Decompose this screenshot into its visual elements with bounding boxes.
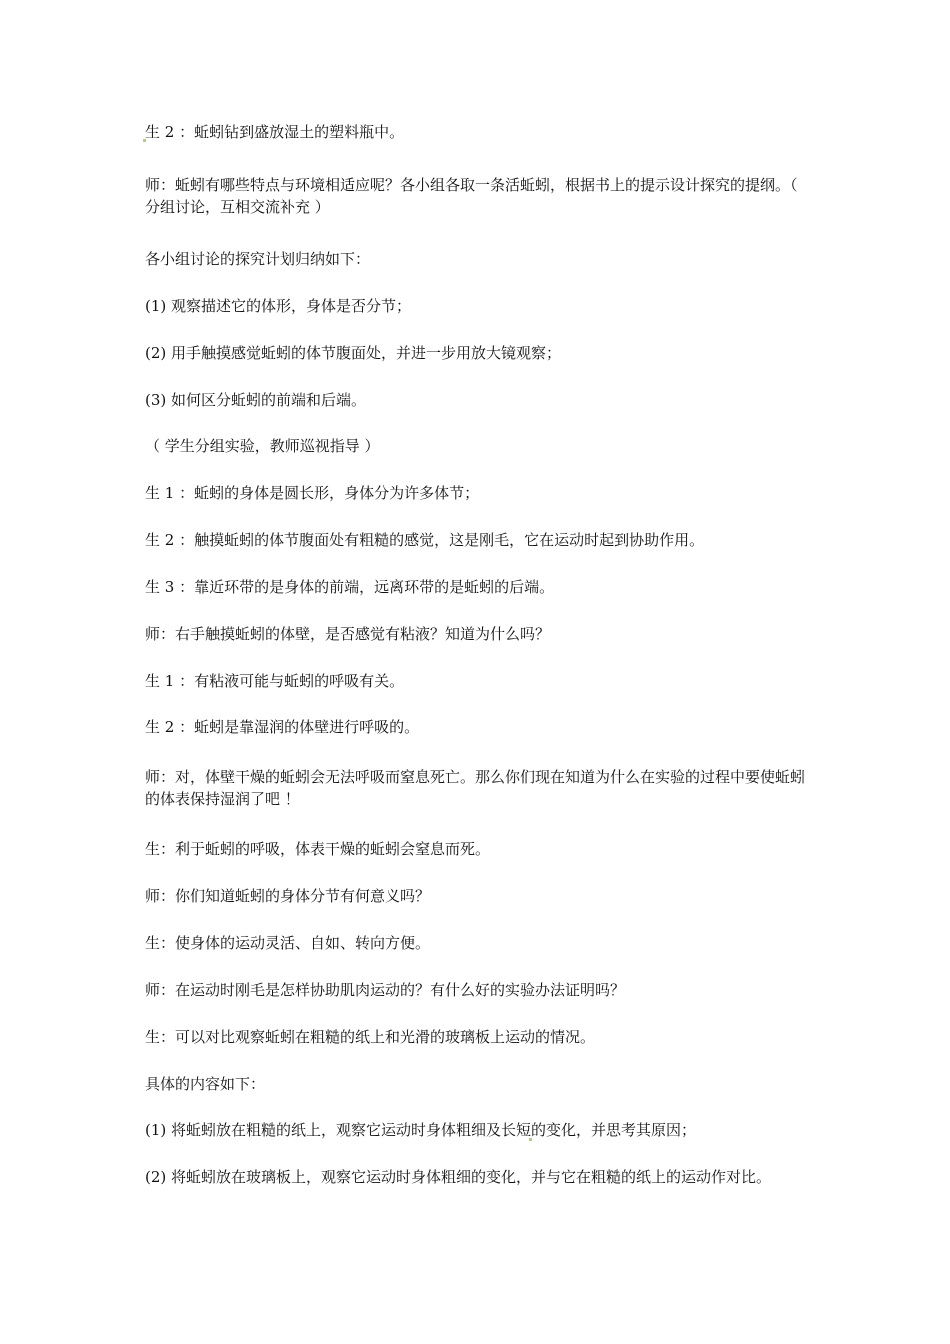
paragraph-14: 师：对，体壁干燥的蚯蚓会无法呼吸而窒息死亡。那么你们现在知道为什么在实验的过程中要使蚯蚓的体表保持湿润了吧 ！ <box>145 768 806 808</box>
paragraph-7: （ 学生分组实验，教师巡视指导 ） <box>145 437 380 455</box>
paragraph-22: (2) 将蚯蚓放在玻璃板上，观察它运动时身体粗细的变化，并与它在粗糙的纸上的运动作对比。 <box>145 1168 772 1186</box>
paragraph-10: 生 3 ：靠近环带的是身体的前端，远离环带的是蚯蚓的后端。 <box>145 578 555 596</box>
paragraph-17: 生：使身体的运动灵活、自如、转向方便。 <box>145 934 431 952</box>
paragraph-9: 生 2 ：触摸蚯蚓的体节腹面处有粗糙的感觉，这是刚毛，它在运动时起到协助作用。 <box>145 531 705 549</box>
paragraph-19: 生：可以对比观察蚯蚓在粗糙的纸上和光滑的玻璃板上运动的情况。 <box>145 1028 596 1046</box>
paragraph-13: 生 2 ：蚯蚓是靠湿润的体壁进行呼吸的。 <box>145 718 420 736</box>
paragraph-11: 师：右手触摸蚯蚓的体壁，是否感觉有粘液？知道为什么吗？ <box>145 625 551 643</box>
paragraph-21: (1) 将蚯蚓放在粗糙的纸上，观察它运动时身体粗细及长短的变化，并思考其原因； <box>145 1121 697 1139</box>
paragraph-1: 生 2 ：蚯蚓钻到盛放湿土的塑料瓶中。 <box>145 123 405 141</box>
paragraph-15: 生：利于蚯蚓的呼吸，体表干燥的蚯蚓会窒息而死。 <box>145 840 491 858</box>
paragraph-8: 生 1 ：蚯蚓的身体是圆长形，身体分为许多体节； <box>145 484 480 502</box>
paragraph-5: (2) 用手触摸感觉蚯蚓的体节腹面处，并进一步用放大镜观察； <box>145 344 562 362</box>
paragraph-18: 师：在运动时刚毛是怎样协助肌肉运动的？有什么好的实验办法证明吗？ <box>145 981 626 999</box>
paragraph-2: 师：蚯蚓有哪些特点与环境相适应呢？各小组各取一条活蚯蚓，根据书上的提示设计探究的提纲。（ 分组讨论，互相交流补充 ） <box>145 176 798 216</box>
paragraph-4: (1) 观察描述它的体形，身体是否分节； <box>145 297 412 315</box>
paragraph-20: 具体的内容如下： <box>145 1075 266 1093</box>
paragraph-16: 师：你们知道蚯蚓的身体分节有何意义吗？ <box>145 887 431 905</box>
paragraph-6: (3) 如何区分蚯蚓的前端和后端。 <box>145 391 367 409</box>
paragraph-12: 生 1 ：有粘液可能与蚯蚓的呼吸有关。 <box>145 672 405 690</box>
paragraph-3: 各小组讨论的探究计划归纳如下： <box>145 250 371 268</box>
